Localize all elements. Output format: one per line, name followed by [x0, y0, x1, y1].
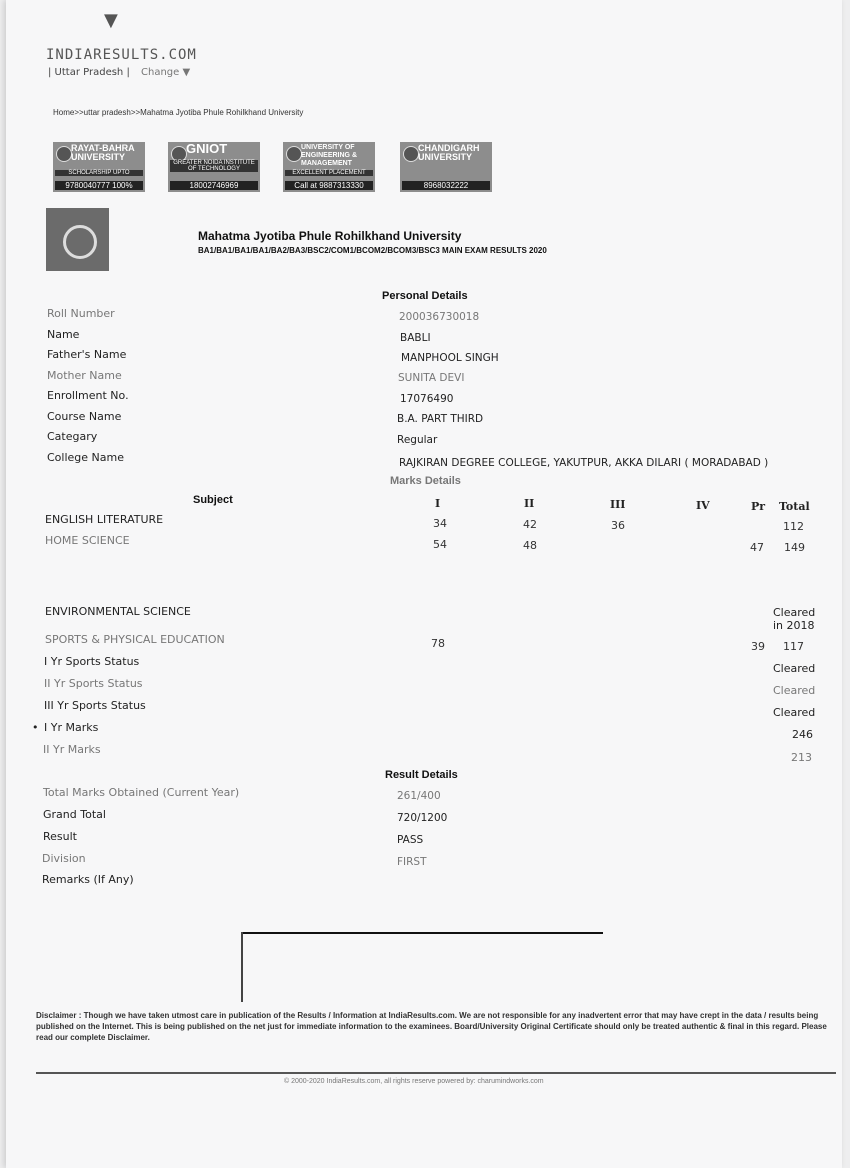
- university-emblem-icon: [403, 146, 419, 162]
- remarks-label: Remarks (If Any): [42, 873, 134, 886]
- site-logo[interactable]: INDIARESULTS.COM: [46, 47, 197, 63]
- english-ii: 42: [523, 518, 537, 531]
- col-pr: Pr: [751, 500, 766, 513]
- ad-banner-gniot[interactable]: [168, 142, 260, 192]
- divider: [241, 932, 243, 1002]
- enrollment-value: 17076490: [400, 393, 454, 405]
- subject-sports: SPORTS & PHYSICAL EDUCATION: [45, 633, 225, 646]
- ad-title: GNIOT: [186, 142, 228, 156]
- university-crest: [46, 208, 109, 271]
- ad-tagline: GREATER NOIDA INSTITUTE OF TECHNOLOGY: [170, 160, 258, 172]
- env-status: Cleared: [773, 606, 816, 619]
- divider: [241, 932, 603, 934]
- division-value: FIRST: [397, 856, 427, 868]
- marks-details-heading: Marks Details: [390, 475, 461, 487]
- result-value: PASS: [397, 834, 424, 846]
- result-details-heading: Result Details: [385, 769, 458, 781]
- english-total: 112: [783, 520, 804, 533]
- division-label: Division: [42, 852, 86, 865]
- sports-status-2-label: II Yr Sports Status: [44, 677, 143, 690]
- total-marks-value: 261/400: [397, 790, 441, 802]
- sports-total: 117: [783, 640, 804, 653]
- english-i: 34: [433, 517, 447, 530]
- sports-status-3-label: III Yr Sports Status: [44, 699, 146, 712]
- year1-marks-value: 246: [792, 728, 813, 741]
- roll-number-value: 200036730018: [399, 311, 480, 323]
- year2-marks-value: 213: [791, 751, 812, 764]
- ad-phone: 8968032222: [402, 181, 490, 190]
- copyright-text: © 2000-2020 IndiaResults.com, all rights reserve powered by: charumindworks.com: [284, 1078, 544, 1085]
- env-year: in 2018: [773, 619, 815, 632]
- exam-title: BA1/BA1/BA1/BA1/BA2/BA3/BSC2/COM1/BCOM2/BCOM3/BSC3 MAIN EXAM RESULTS 2020: [198, 246, 547, 255]
- sports-i: 78: [431, 637, 445, 650]
- ad-banner-uem[interactable]: [283, 142, 375, 192]
- bullet: •: [32, 721, 39, 734]
- university-emblem-icon: [286, 146, 302, 162]
- home-total: 149: [784, 541, 805, 554]
- col-ii: II: [524, 497, 535, 510]
- col-subject: Subject: [193, 494, 233, 506]
- footer-divider: [36, 1072, 836, 1074]
- sports-status-3-value: Cleared: [773, 706, 816, 719]
- breadcrumb[interactable]: Home>>uttar pradesh>>Mahatma Jyotiba Phule Rohilkhand University: [53, 108, 304, 117]
- university-name: Mahatma Jyotiba Phule Rohilkhand University: [198, 229, 462, 243]
- col-i: I: [435, 497, 441, 510]
- ad-phone: 18002746969: [170, 181, 258, 190]
- mother-name-label: Mother Name: [47, 369, 122, 382]
- subject-environmental: ENVIRONMENTAL SCIENCE: [45, 605, 191, 618]
- col-total: Total: [779, 500, 810, 513]
- year1-marks-label: I Yr Marks: [44, 721, 99, 734]
- state-selector: | Uttar Pradesh |: [48, 67, 130, 78]
- ad-banner-chandigarh[interactable]: [400, 142, 492, 192]
- name-value: BABLI: [400, 332, 431, 344]
- subject-english: ENGLISH LITERATURE: [45, 513, 164, 526]
- subject-home-science: HOME SCIENCE: [45, 534, 130, 547]
- result-label: Result: [43, 830, 77, 843]
- father-name-label: Father's Name: [47, 348, 127, 361]
- personal-details-heading: Personal Details: [382, 290, 468, 302]
- ad-banner-rayat-bahra[interactable]: [53, 142, 145, 192]
- col-iv: IV: [696, 499, 710, 512]
- disclaimer-text: Disclaimer : Though we have taken utmost care in publication of the Results / Information at IndiaResults.com. We are not responsible for any inadvertent error that may have crept in the data / results being published on the Internet. This is being published on the net just for immediate information to the examinees. Board/University Original Certificate should only be treated authentic & final in this regard. Please read our complete Disclaimer.: [36, 1011, 827, 1042]
- college-name-label: College Name: [47, 451, 124, 464]
- grand-total-value: 720/1200: [397, 812, 448, 824]
- university-emblem-icon: [56, 146, 72, 162]
- grand-total-label: Grand Total: [43, 808, 106, 821]
- category-label: Categary: [47, 430, 98, 443]
- logo-mark-icon: ▼: [104, 10, 118, 31]
- enrollment-label: Enrollment No.: [47, 389, 129, 402]
- course-name-value: B.A. PART THIRD: [397, 413, 484, 425]
- sports-pr: 39: [751, 640, 765, 653]
- name-label: Name: [47, 328, 80, 341]
- home-i: 54: [433, 538, 447, 551]
- ad-phone: Call at 9887313330: [285, 181, 373, 190]
- sports-status-2-value: Cleared: [773, 684, 816, 697]
- ad-title: CHANDIGARH UNIVERSITY: [418, 143, 480, 162]
- ad-title: RAYAT-BAHRA UNIVERSITY: [71, 143, 135, 162]
- ad-tagline: SCHOLARSHIP UPTO: [55, 170, 143, 176]
- category-value: Regular: [397, 434, 438, 446]
- father-name-value: MANPHOOL SINGH: [401, 352, 499, 364]
- ad-phone: 9780040777 100%: [55, 181, 143, 190]
- col-iii: III: [610, 498, 626, 511]
- ad-tagline: EXCELLENT PLACEMENT: [285, 170, 373, 176]
- course-name-label: Course Name: [47, 410, 122, 423]
- roll-number-label: Roll Number: [47, 307, 115, 320]
- mother-name-value: SUNITA DEVI: [398, 372, 465, 384]
- sports-status-1-label: I Yr Sports Status: [44, 655, 140, 668]
- home-pr: 47: [750, 541, 764, 554]
- total-marks-label: Total Marks Obtained (Current Year): [43, 786, 240, 799]
- change-state-link[interactable]: Change ▼: [141, 67, 191, 78]
- result-page: [6, 0, 842, 1168]
- sports-status-1-value: Cleared: [773, 662, 816, 675]
- home-ii: 48: [523, 539, 537, 552]
- ad-title: UNIVERSITY OF ENGINEERING & MANAGEMENT: [301, 144, 358, 167]
- college-name-value: RAJKIRAN DEGREE COLLEGE, YAKUTPUR, AKKA DILARI ( MORADABAD ): [399, 457, 769, 469]
- year2-marks-label: II Yr Marks: [43, 743, 101, 756]
- english-iii: 36: [611, 519, 625, 532]
